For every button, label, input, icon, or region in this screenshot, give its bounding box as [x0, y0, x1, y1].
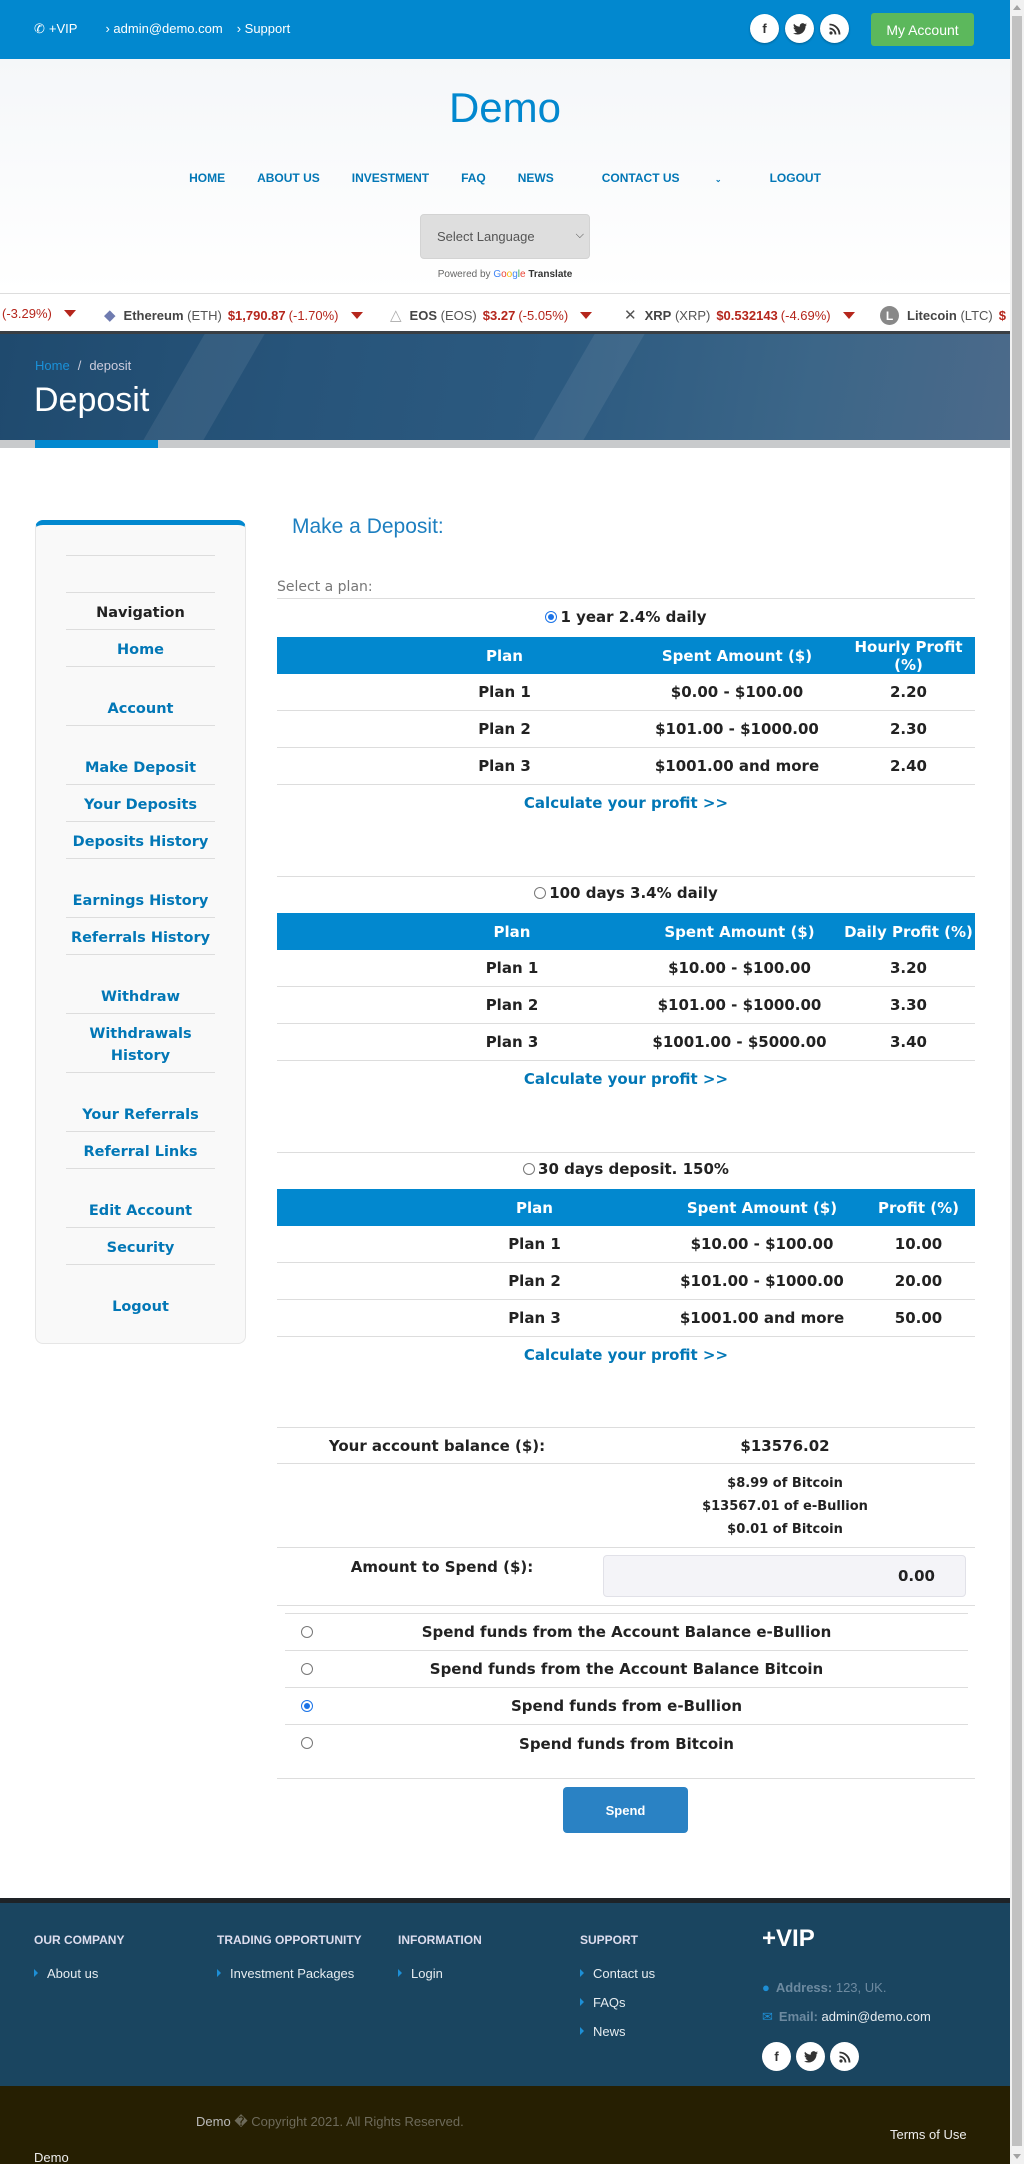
balance-breakdown-item: $0.01 of Bitcoin — [727, 1522, 843, 1537]
xrp-icon: ✕ — [624, 307, 637, 324]
table-cell: $1001.00 and more — [679, 1309, 845, 1327]
column-header: Spent Amount ($) — [661, 646, 813, 665]
column-header: Spent Amount ($) — [686, 1198, 838, 1217]
footer-link-label: About us — [47, 1966, 99, 1981]
amount-input[interactable]: 0.00 — [603, 1555, 966, 1597]
email-value[interactable]: admin@demo.com — [821, 2009, 931, 2024]
breadcrumb-separator: / — [77, 358, 82, 373]
table-cell: Plan 1 — [485, 959, 539, 977]
sidebar-item-referrals-history[interactable]: Referrals History — [70, 930, 211, 946]
powered-by-text: Powered by — [437, 269, 491, 280]
powered-by — [0, 269, 1010, 280]
table-cell: Plan 1 — [508, 1235, 561, 1253]
copyright-symbol: � — [234, 2114, 248, 2129]
down-arrow-icon — [64, 310, 76, 317]
scrollbar[interactable] — [1010, 0, 1024, 2164]
nav-faq[interactable]: FAQ — [461, 171, 486, 185]
plan-option-3[interactable] — [277, 1160, 975, 1178]
ticker-price: $3.27 — [482, 307, 516, 323]
ticker-item — [880, 306, 1006, 325]
footer-heading: INFORMATION — [398, 1933, 482, 1947]
table-cell: 3.30 — [889, 996, 927, 1014]
sidebar — [35, 520, 246, 1344]
spend-option[interactable] — [285, 1725, 968, 1762]
footer-heading: TRADING OPPORTUNITY — [217, 1933, 362, 1947]
copyright — [196, 2114, 464, 2130]
scroll-up-icon[interactable] — [1013, 5, 1021, 10]
sidebar-heading: Navigation — [96, 605, 185, 621]
main-nav — [0, 171, 1010, 185]
footer-link[interactable] — [398, 1966, 443, 1981]
calculate-profit-link[interactable]: Calculate your profit >> — [523, 1070, 729, 1088]
balance-breakdown-item: $13567.01 of e-Bullion — [702, 1499, 868, 1514]
calculate-profit-link[interactable]: Calculate your profit >> — [523, 794, 729, 812]
table-row — [277, 1024, 975, 1061]
column-header: Plan — [486, 646, 523, 665]
table-header — [277, 1189, 975, 1226]
rss-icon[interactable] — [820, 14, 849, 43]
support-text: Support — [244, 21, 291, 36]
map-marker-icon: ● — [762, 1980, 770, 1995]
down-arrow-icon — [843, 312, 855, 319]
divider — [277, 1152, 975, 1153]
sidebar-item-logout[interactable]: Logout — [112, 1299, 169, 1315]
breadcrumb — [35, 358, 131, 373]
caret-right-icon — [34, 1969, 38, 1977]
table-cell: Plan 2 — [478, 720, 531, 738]
plan-radio-3[interactable] — [523, 1163, 535, 1175]
scrollbar-thumb[interactable] — [1012, 16, 1022, 2146]
table-row — [277, 1300, 975, 1337]
ticker-item — [624, 306, 855, 324]
ticker-change: (-1.70%) — [288, 307, 339, 323]
site-header — [0, 59, 1010, 292]
ticker-symbol: (EOS) — [440, 307, 477, 323]
calculate-profit-link[interactable]: Calculate your profit >> — [523, 1346, 729, 1364]
chevron-down-icon: ⌵ — [575, 229, 584, 241]
spend-radio[interactable] — [301, 1737, 313, 1749]
caret-right-icon — [398, 1969, 402, 1977]
support-link[interactable]: › Support — [236, 21, 291, 36]
nav-contact-us[interactable] — [586, 171, 738, 185]
table-cell: $1001.00 - $5000.00 — [652, 1033, 827, 1051]
eos-icon: △ — [390, 307, 402, 324]
amount-label: Amount to Spend ($): — [350, 1558, 534, 1576]
table-row — [277, 950, 975, 987]
footer — [0, 1898, 1010, 2086]
table-cell: 2.20 — [889, 683, 927, 701]
bottom-brand[interactable]: Demo — [34, 2150, 69, 2164]
footer-link[interactable] — [580, 1966, 655, 1981]
envelope-icon: ✉ — [762, 2009, 773, 2024]
table-cell: 2.30 — [889, 720, 927, 738]
sidebar-item-your-referrals[interactable]: Your Referrals — [82, 1107, 199, 1123]
ticker-item — [104, 306, 363, 324]
table-cell: 50.00 — [894, 1309, 943, 1327]
plan-name: 100 days 3.4% daily — [549, 884, 718, 902]
email-link[interactable]: › admin@demo.com — [105, 21, 223, 36]
facebook-icon[interactable]: f — [762, 2042, 791, 2071]
email-text: admin@demo.com — [113, 21, 223, 36]
plan-radio-1[interactable] — [545, 611, 557, 623]
footer-link-label: FAQs — [593, 1995, 626, 2010]
ticker-price: $ — [998, 308, 1006, 323]
table-cell: Plan 2 — [485, 996, 539, 1014]
column-header: Daily Profit (%) — [844, 922, 973, 941]
spend-radio[interactable] — [301, 1700, 313, 1712]
footer-link[interactable] — [580, 2024, 626, 2039]
ticker-price: $1,790.87 — [227, 307, 286, 323]
email-label: Email: — [778, 2009, 818, 2024]
table-cell: $101.00 - $1000.00 — [680, 1272, 844, 1290]
crypto-ticker — [0, 293, 1010, 334]
copyright-brand: Demo — [196, 2114, 231, 2129]
table-cell: 10.00 — [894, 1235, 943, 1253]
select-plan-label: Select a plan: — [277, 579, 373, 595]
footer-link-label: Investment Packages — [230, 1966, 355, 1981]
divider — [277, 1605, 975, 1606]
ticker-change: (-3.29%) — [2, 306, 52, 321]
caret-right-icon — [580, 2027, 584, 2035]
balance-breakdown — [600, 1472, 970, 1541]
caret-right-icon — [217, 1969, 221, 1977]
table-header — [277, 913, 975, 950]
table-cell: $101.00 - $1000.00 — [655, 720, 819, 738]
ticker-price: $0.532143 — [716, 307, 778, 323]
table-row — [277, 674, 975, 711]
table-cell: Plan 3 — [508, 1309, 561, 1327]
hero-underline — [0, 440, 1010, 448]
spend-button[interactable]: Spend — [563, 1787, 688, 1833]
chevron-down-icon: ⌄ — [714, 175, 722, 184]
facebook-icon[interactable]: f — [750, 14, 779, 43]
plan-table-1 — [277, 637, 975, 785]
spend-option-label: Spend funds from Bitcoin — [519, 1734, 734, 1753]
table-cell: 20.00 — [894, 1272, 943, 1290]
nav-logout[interactable]: LOGOUT — [769, 171, 821, 185]
ethereum-icon: ◆ — [104, 307, 116, 324]
table-row — [277, 711, 975, 748]
ticker-name: Ethereum — [123, 307, 184, 323]
footer-brand: +VIP — [762, 1925, 815, 1952]
spend-option[interactable] — [285, 1614, 968, 1651]
litecoin-icon: L — [880, 306, 899, 325]
spend-option-label: Spend funds from e-Bullion — [510, 1697, 743, 1715]
ticker-symbol: (ETH) — [187, 307, 222, 323]
bottom-bar — [0, 2086, 1010, 2164]
footer-link-label: Login — [411, 1966, 443, 1981]
spend-option[interactable] — [285, 1688, 968, 1725]
table-cell: 3.40 — [889, 1033, 927, 1051]
balance-value: $13576.02 — [740, 1437, 830, 1455]
table-row — [277, 1226, 975, 1263]
spend-radio[interactable] — [301, 1626, 313, 1638]
language-select-value: Select Language — [437, 229, 535, 244]
footer-link[interactable] — [580, 1995, 626, 2010]
page-title: Deposit — [34, 381, 150, 419]
footer-email — [762, 2009, 931, 2025]
down-arrow-icon — [580, 312, 592, 319]
table-cell: $101.00 - $1000.00 — [657, 996, 822, 1014]
plan-option-1[interactable] — [277, 608, 975, 626]
balance-label: Your account balance ($): — [328, 1437, 546, 1455]
nav-about-us[interactable]: ABOUT US — [257, 171, 320, 185]
ticker-symbol: (LTC) — [960, 308, 993, 323]
address-label: Address: — [775, 1980, 833, 1995]
sidebar-item-your-deposits[interactable]: Your Deposits — [83, 797, 198, 813]
sidebar-item-security[interactable]: Security — [106, 1240, 175, 1256]
spend-option-label: Spend funds from the Account Balance e-Bullion — [421, 1623, 832, 1641]
phone-contact[interactable] — [34, 21, 77, 37]
divider — [277, 1463, 975, 1464]
sidebar-item-deposits-history[interactable]: Deposits History — [72, 834, 209, 850]
column-header: Plan — [493, 922, 531, 941]
balance-breakdown-item: $8.99 of Bitcoin — [727, 1476, 843, 1491]
column-header: Profit (%) — [878, 1198, 959, 1217]
my-account-button[interactable]: My Account — [871, 13, 974, 46]
divider — [277, 876, 975, 877]
ticker-item — [390, 306, 592, 324]
caret-right-icon — [580, 1998, 584, 2006]
plan-option-2[interactable] — [277, 884, 975, 902]
table-cell: Plan 3 — [485, 1033, 539, 1051]
ticker-change: (-5.05%) — [518, 307, 569, 323]
ticker-name: XRP — [644, 307, 672, 323]
footer-address — [762, 1980, 886, 1995]
table-row — [277, 987, 975, 1024]
terms-link[interactable]: Terms of Use — [890, 2127, 967, 2142]
plan-table-3 — [277, 1189, 975, 1337]
table-cell: $1001.00 and more — [654, 757, 820, 775]
spend-option-label: Spend funds from the Account Balance Bitcoin — [429, 1660, 824, 1678]
table-cell: $10.00 - $100.00 — [668, 959, 811, 977]
table-cell: 3.20 — [889, 959, 927, 977]
table-row — [277, 748, 975, 785]
footer-link[interactable] — [34, 1966, 98, 1981]
divider — [277, 598, 975, 599]
phone-text: +VIP — [48, 21, 78, 36]
plan-radio-2[interactable] — [534, 887, 546, 899]
column-header: Plan — [516, 1198, 553, 1217]
hero-decor — [514, 334, 656, 440]
table-cell: Plan 2 — [508, 1272, 561, 1290]
table-cell: $0.00 - $100.00 — [670, 683, 804, 701]
language-select[interactable] — [420, 214, 590, 259]
ticker-symbol: (XRP) — [674, 307, 711, 323]
breadcrumb-home[interactable]: Home — [35, 358, 70, 373]
ticker-change: (-4.69%) — [780, 307, 831, 323]
plan-name: 30 days deposit. 150% — [538, 1160, 729, 1178]
divider — [277, 1427, 975, 1428]
top-bar — [0, 0, 1010, 59]
scroll-down-icon[interactable] — [1013, 2154, 1021, 2159]
twitter-icon[interactable] — [785, 14, 814, 43]
translate-link[interactable]: Translate — [528, 269, 573, 280]
down-arrow-icon — [351, 312, 363, 319]
site-logo[interactable]: Demo — [448, 84, 562, 131]
sidebar-item-earnings-history[interactable]: Earnings History — [72, 893, 209, 909]
footer-link-label: Contact us — [593, 1966, 656, 1981]
footer-heading: SUPPORT — [580, 1933, 639, 1947]
table-cell: Plan 1 — [478, 683, 531, 701]
sidebar-item-withdrawals-history[interactable]: Withdrawals History — [89, 1026, 192, 1064]
spend-radio[interactable] — [301, 1663, 313, 1675]
footer-link[interactable] — [217, 1966, 354, 1981]
google-logo: Google — [493, 269, 526, 280]
table-cell: 2.40 — [889, 757, 927, 775]
rss-icon[interactable] — [830, 2042, 859, 2071]
caret-right-icon — [580, 1969, 584, 1977]
nav-contact-us-label: CONTACT US — [601, 171, 680, 185]
nav-news[interactable]: NEWS — [517, 171, 554, 185]
table-cell: Plan 3 — [478, 757, 531, 775]
plan-table-2 — [277, 913, 975, 1061]
twitter-icon[interactable] — [796, 2042, 825, 2071]
spend-option[interactable] — [285, 1651, 968, 1688]
nav-home[interactable]: HOME — [189, 171, 226, 185]
ticker-name: Litecoin — [907, 308, 957, 323]
column-header: Spent Amount ($) — [664, 922, 815, 941]
address-value: 123, UK. — [835, 1980, 887, 1995]
breadcrumb-current: deposit — [89, 358, 132, 373]
table-header — [277, 637, 975, 674]
plan-name: 1 year 2.4% daily — [560, 608, 707, 626]
footer-link-label: News — [593, 2024, 626, 2039]
phone-icon: ✆ — [34, 21, 45, 36]
divider — [277, 1778, 975, 1779]
sidebar-item-withdraw[interactable]: Withdraw — [101, 989, 180, 1005]
hero-underline-accent — [35, 440, 158, 448]
ticker-item — [2, 306, 76, 321]
page-hero — [0, 334, 1010, 440]
nav-investment[interactable]: INVESTMENT — [351, 171, 430, 185]
divider — [277, 1547, 975, 1548]
sidebar-item-referral-links[interactable]: Referral Links — [83, 1144, 198, 1160]
table-row — [277, 1263, 975, 1300]
footer-heading: OUR COMPANY — [34, 1933, 125, 1947]
column-header: Hourly Profit (%) — [854, 637, 963, 674]
table-cell: $10.00 - $100.00 — [690, 1235, 834, 1253]
ticker-name: EOS — [409, 307, 438, 323]
sidebar-item-make-deposit[interactable]: Make Deposit — [84, 760, 197, 776]
sidebar-item-edit-account[interactable]: Edit Account — [88, 1203, 193, 1219]
copyright-text: Copyright 2021. All Rights Reserved. — [251, 2114, 464, 2129]
section-title: Make a Deposit: — [292, 515, 444, 538]
sidebar-item-home[interactable]: Home — [116, 642, 165, 658]
sidebar-item-account[interactable]: Account — [107, 701, 174, 717]
